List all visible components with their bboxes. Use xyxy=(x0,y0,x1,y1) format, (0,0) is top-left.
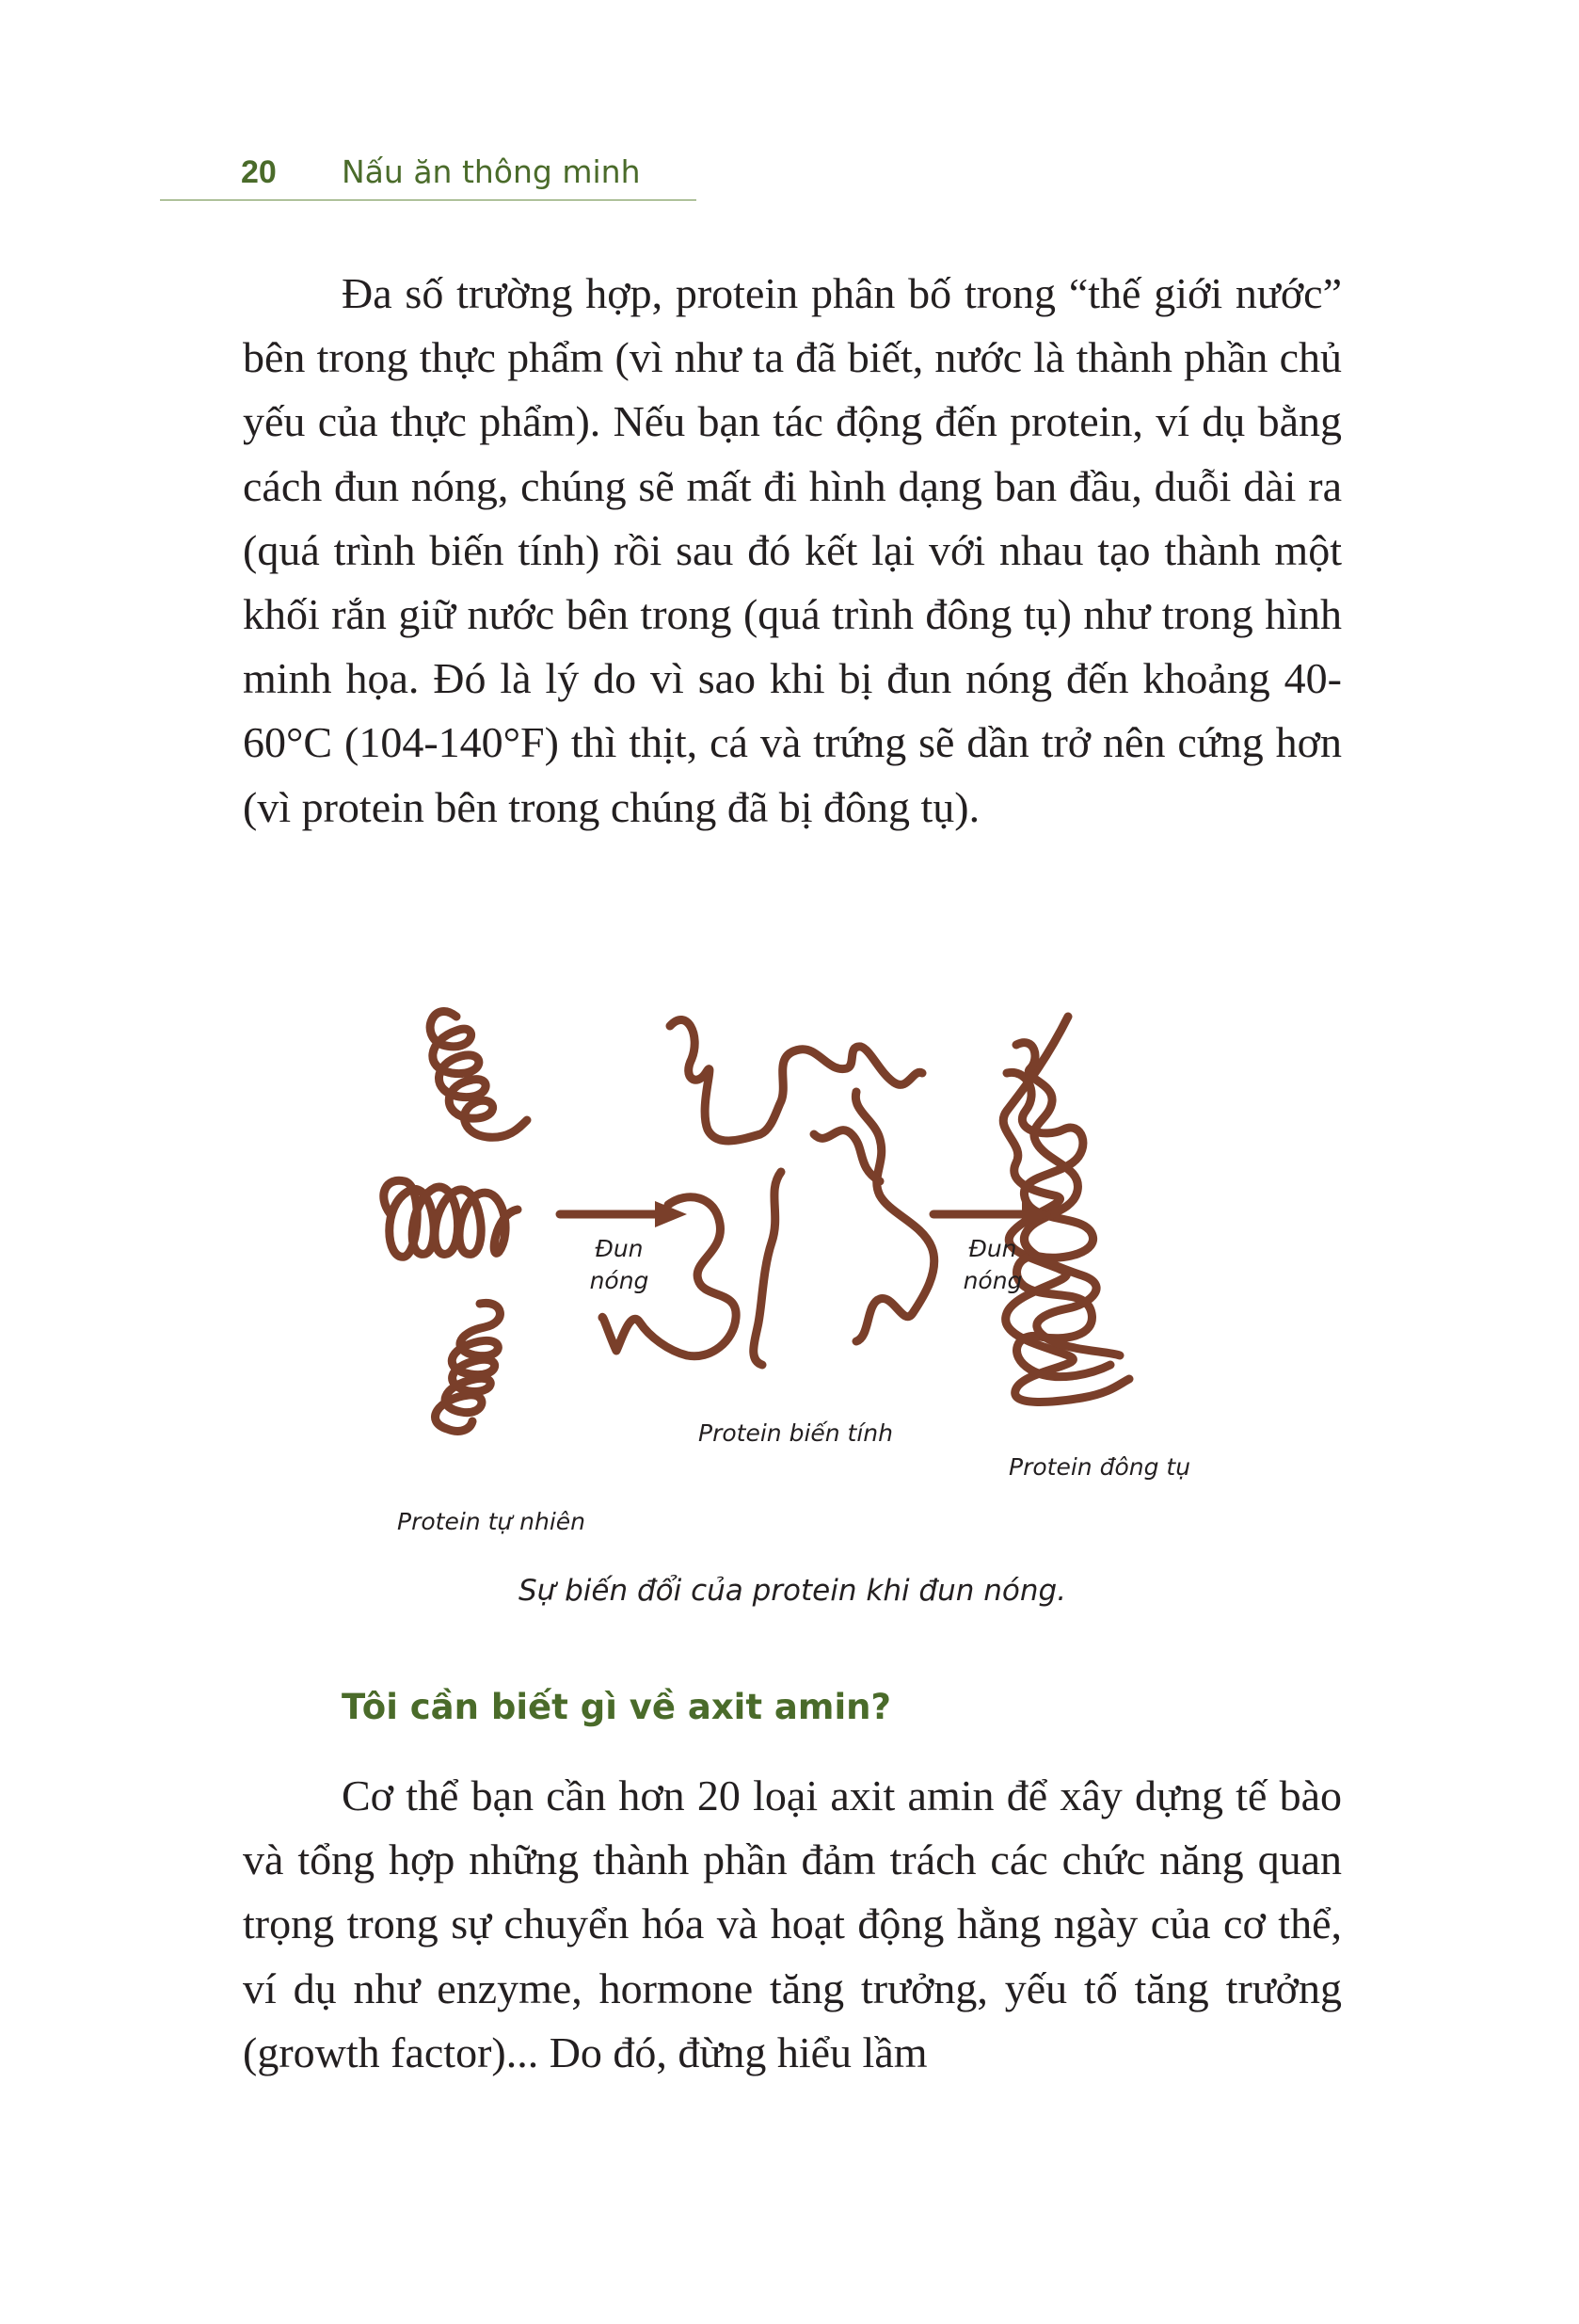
running-title: Nấu ăn thông minh xyxy=(342,153,641,190)
native-helix-bottom xyxy=(436,1303,501,1431)
body-paragraph-1: Đa số trường hợp, protein phân bố trong “thế giới nước” bên trong thực phẩm (vì như ta đã biết, nước là thành phần chủ yếu của thực phẩm). Nếu bạn tác động đến protein, ví dụ bằng cách đun nóng, chúng sẽ mất đi hình dạng ban đầu, duỗi dài ra (quá trình biến tính) rồi sau đó kết lại với nhau tạo thành một khối rắn giữ nước bên trong (quá trình đông tụ) như trong hình minh họa. Đó là lý do vì sao khi bị đun nóng đến khoảng 40-60°C (104-140°F) thì thịt, cá và trứng sẽ dần trở nên cứng hơn (vì protein bên trong chúng đã bị đông tụ). xyxy=(243,269,1342,831)
label-denatured-protein: Protein biến tính xyxy=(698,1419,893,1447)
denatured-strand-2 xyxy=(855,1092,933,1341)
arrow-1-label-line-1: Đun xyxy=(595,1235,644,1262)
label-native-protein: Protein tự nhiên xyxy=(397,1508,586,1535)
body-paragraph-2: Cơ thể bạn cần hơn 20 loại axit amin để xây dựng tế bào và tổng hợp những thành phần đảm trách các chức năng quan trọng trong sự chuyển hóa và hoạt động hằng ngày của cơ thể, ví dụ như enzyme, hormone tăng trưởng, yếu tố tăng trưởng (growth factor)... Do đó, đừng hiểu lầm xyxy=(243,1771,1342,2076)
figure-caption: Sự biến đổi của protein khi đun nóng. xyxy=(518,1574,1067,1608)
section-heading: Tôi cần biết gì về axit amin? xyxy=(342,1687,891,1727)
native-helix-middle xyxy=(384,1180,518,1257)
denatured-strand-1 xyxy=(670,1019,922,1140)
denatured-strand-4 xyxy=(754,1172,781,1365)
denatured-strand-5 xyxy=(814,1130,880,1181)
protein-illustration xyxy=(367,979,1233,1544)
page-number: 20 xyxy=(241,154,277,190)
arrow-2-label-line-2: nóng xyxy=(963,1267,1023,1294)
native-helix-top xyxy=(430,1011,527,1137)
arrow-2-label-line-1: Đun xyxy=(968,1235,1017,1262)
protein-figure xyxy=(367,979,1233,1544)
running-header xyxy=(160,152,696,200)
label-coagulated-protein: Protein đông tụ xyxy=(1009,1453,1191,1481)
arrow-1-label-line-2: nóng xyxy=(589,1267,649,1294)
